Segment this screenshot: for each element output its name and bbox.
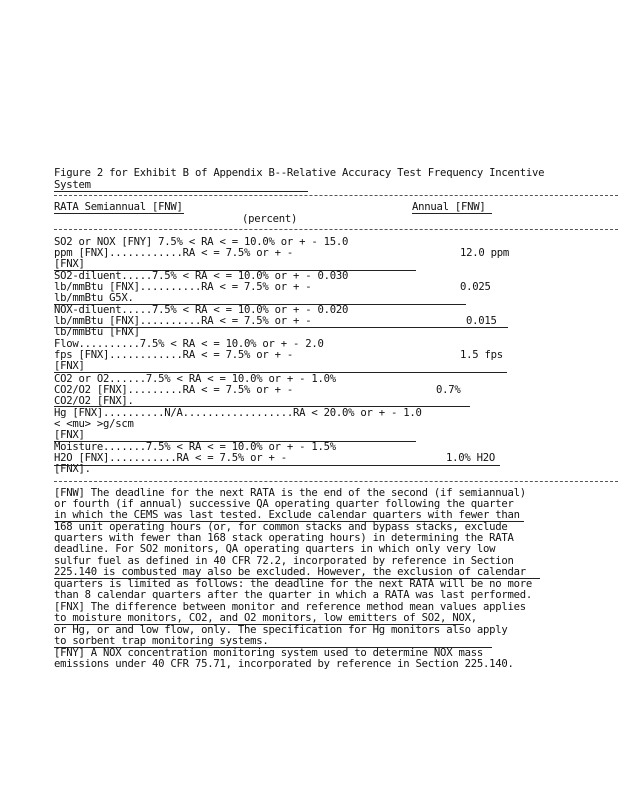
row-nox-diluent-line1: NOX-diluent.....7.5% < RA < = 10.0% or + - 0.020: [54, 304, 349, 316]
row-nox-diluent-annual-value: 0.015: [466, 315, 497, 327]
row-so2-nox-annual-value: 12.0 ppm: [460, 247, 510, 259]
header-bottom-rule: [54, 229, 618, 230]
row-so2-nox-line2: ppm [FNX]............RA < = 7.5% or + -: [54, 247, 293, 259]
footnote-line: to moisture monitors, CO2, and O2 monitors, low emitters of SO2, NOX,: [54, 612, 477, 624]
row-co2-o2-line2: CO2/O2 [FNX].........RA < = 7.5% or + -: [54, 384, 293, 396]
row-moisture-line3: [FNX].: [54, 463, 91, 475]
row-separator: [54, 327, 508, 328]
row-so2-diluent-line2: lb/mmBtu [FNX]..........RA < = 7.5% or + -: [54, 281, 312, 293]
row-nox-diluent-line3: lb/mmBtu [FNX]: [54, 326, 140, 338]
footnote-line: [FNW] The deadline for the next RATA is the end of the second (if semiannual): [54, 487, 526, 499]
footnote-line: sulfur fuel as defined in 40 CFR 72.2, incorporated by reference in Section: [54, 555, 514, 567]
row-co2-o2-line3: CO2/O2 [FNX].: [54, 395, 134, 407]
header-underline-right: [412, 213, 492, 214]
footnote-line: 225.140 is combusted may also be excluded. However, the exclusion of calendar: [54, 566, 526, 578]
row-flow-line1: Flow..........7.5% < RA < = 10.0% or + - 2.0: [54, 338, 324, 350]
header-percent: (percent): [242, 213, 298, 225]
footnote-line: quarters is limited as follows: the deadline for the next RATA will be no more: [54, 578, 532, 590]
footnote-line: quarters with fewer than 168 stack operating hours) in determining the RATA: [54, 532, 514, 544]
row-moisture-line2: H2O [FNX]...........RA < = 7.5% or + -: [54, 452, 287, 464]
row-so2-diluent-line3: lb/mmBtu G5X.: [54, 292, 134, 304]
footnote-line: [FNX] The difference between monitor and reference method mean values applies: [54, 601, 526, 613]
header-annual: Annual [FNW]: [412, 201, 486, 213]
row-hg-line1: Hg [FNX]..........N/A..................RA < 20.0% or + - 1.0: [54, 407, 422, 419]
table-top-rule: [54, 195, 618, 196]
row-separator: [54, 465, 500, 466]
row-moisture-annual-value: 1.0% H2O: [446, 452, 496, 464]
row-hg-line2: < <mu> >g/scm: [54, 418, 134, 430]
row-co2-o2-annual-value: 0.7%: [436, 384, 461, 396]
header-rata-semiannual: RATA Semiannual [FNW]: [54, 201, 183, 213]
table-bottom-rule: [54, 481, 618, 482]
row-nox-diluent-line2: lb/mmBtu [FNX]..........RA < = 7.5% or + -: [54, 315, 312, 327]
row-so2-diluent-line1: SO2-diluent.....7.5% < RA < = 10.0% or + - 0.030: [54, 270, 349, 282]
footnote-line: to sorbent trap monitoring systems.: [54, 635, 269, 647]
header-underline-left: [54, 213, 184, 214]
footnote-line: than 8 calendar quarters after the quarter in which a RATA was last performed.: [54, 589, 532, 601]
footnote-line: [FNY] A NOX concentration monitoring system used to determine NOX mass: [54, 647, 483, 659]
row-so2-nox-line1: SO2 or NOX [FNY] 7.5% < RA < = 10.0% or + - 15.0: [54, 236, 349, 248]
footnote-line: 168 unit operating hours (or, for common stacks and bypass stacks, exclude: [54, 521, 508, 533]
row-flow-line3: [FNX]: [54, 360, 85, 372]
footnote-line: deadline. For SO2 monitors, QA operating quarters in which only very low: [54, 543, 496, 555]
row-hg-line3: [FNX]: [54, 429, 85, 441]
footnote-line: emissions under 40 CFR 75.71, incorporated by reference in Section 225.140.: [54, 658, 514, 670]
footnote-line: or fourth (if annual) successive QA operating quarter following the quarter: [54, 498, 514, 510]
footnote-line: in which the CEMS was last tested. Exclude calendar quarters with fewer than: [54, 509, 520, 521]
footnote-line: or Hg, or and low flow, only. The specification for Hg monitors also apply: [54, 624, 508, 636]
row-so2-diluent-annual-value: 0.025: [460, 281, 491, 293]
row-flow-annual-value: 1.5 fps: [460, 349, 503, 361]
figure-title: Figure 2 for Exhibit B of Appendix B--Relative Accuracy Test Frequency Incentive: [54, 167, 545, 179]
row-so2-nox-line3: [FNX]: [54, 258, 85, 270]
row-moisture-line1: Moisture.......7.5% < RA < = 10.0% or + - 1.5%: [54, 441, 336, 453]
row-flow-line2: fps [FNX]............RA < = 7.5% or + -: [54, 349, 293, 361]
row-co2-o2-line1: CO2 or O2......7.5% < RA < = 10.0% or + - 1.0%: [54, 373, 336, 385]
figure-title-cont: System: [54, 179, 91, 191]
title-underline: [54, 191, 308, 192]
